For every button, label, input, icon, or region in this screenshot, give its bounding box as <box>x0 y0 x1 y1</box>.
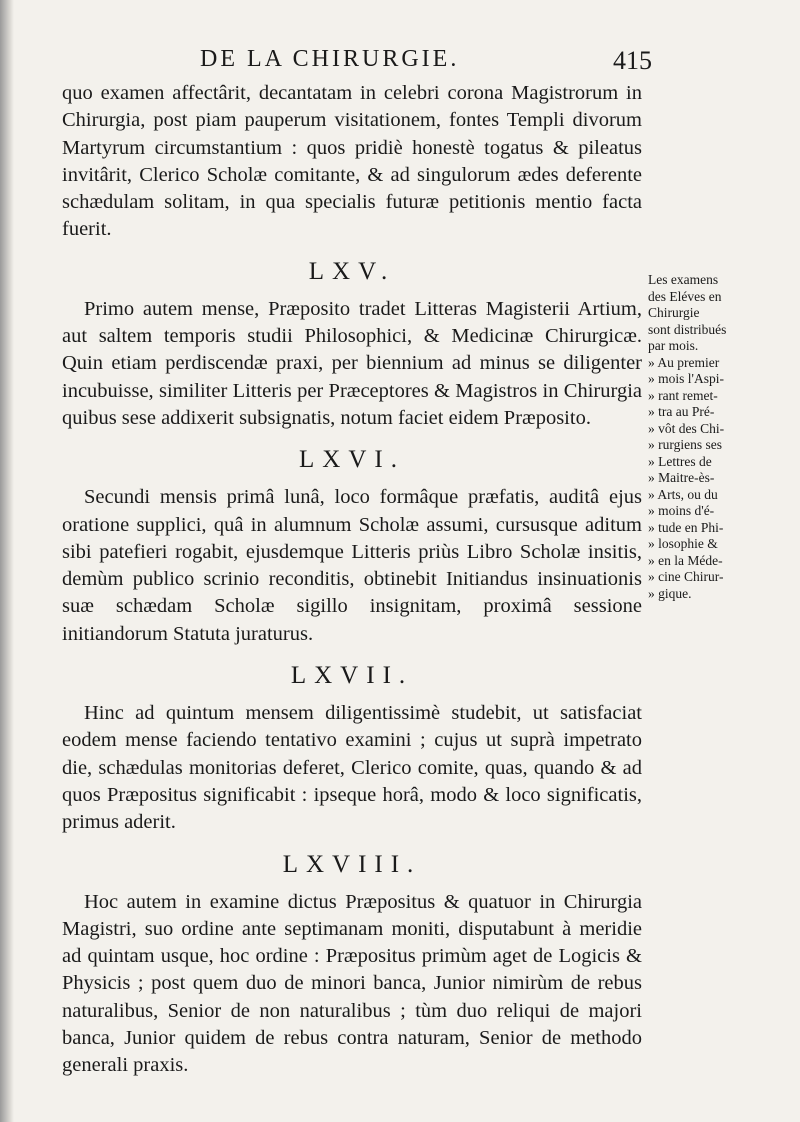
section-text-lxvii: Hinc ad quintum mensem diligentissimè studebit, ut satisfaciat eodem mense faciendo tentativo examini ; cujus ut suprà impetrato die, schædulas monitorias deferet, Clerico comite, quas, quando & ad quos Præpositus significabit : ipseque horâ, modo & loco significatis, primus aderit. <box>62 702 642 834</box>
margin-note-line: » Lettres de <box>648 453 712 469</box>
section-text-lxv: Primo autem mense, Præposito tradet Litteras Magisterii Artium, aut saltem temporis studii Philosophici, & Medicinæ Chirurgicæ. Quin etiam perdiscendæ praxi, per biennium ad minus se diligenter incubuisse, similiter Litteris per Præceptores & Magistros in Chirurgia quibus sese addixerit subsignatis, notum faciet eidem Præposito. <box>62 297 642 429</box>
margin-note-line: » rurgiens ses <box>648 437 722 452</box>
running-head: DE LA CHIRURGIE. <box>200 46 460 72</box>
section-heading-lxvi: LXVI. <box>299 446 405 474</box>
margin-note <box>648 272 766 602</box>
section-heading-lxv: LXV. <box>308 257 396 285</box>
page-header <box>60 46 660 80</box>
margin-note-line: Chirurgie <box>648 305 700 320</box>
main-text <box>62 80 642 1080</box>
margin-note-line: » tude en Phi- <box>648 519 724 535</box>
margin-note-line: » gique. <box>648 585 692 601</box>
section-text-lxvi: Secundi mensis primâ lunâ, loco formâque præfatis, auditâ ejus oratione supplici, quâ in alumnum Scholæ assumi, cursusque aditum sibi patefieri rogabit, ejusdemque Litteris priùs Libro Scholæ insitis, demùm publico scrinio reconditis, obtinebit Initiandus insinuationis suæ schædam Scholæ sigillo insignitam, proximâ sessione initiandorum Statuta juraturus. <box>62 486 642 645</box>
margin-note-line: » moins d'é- <box>648 503 715 518</box>
section-heading-lxvii: LXVII. <box>290 662 414 690</box>
margin-note-line: » Arts, ou du <box>648 486 718 502</box>
margin-note-line: » vôt des Chi- <box>648 420 725 436</box>
margin-note-line: par mois. <box>648 338 699 353</box>
margin-note-line: » en la Méde- <box>648 552 723 568</box>
margin-note-line: Les examens <box>648 272 719 287</box>
opening-paragraph: quo examen affectârit, decantatam in celebri corona Magistrorum in Chirurgia, post piam pauperum visitationem, fontes Templi divorum Martyrum circumstantium : quos pridiè honestè togatus & pileatus invitârit, Clerico Scholæ comitante, & ad singulorum ædes deferente schædulam solitam, in qua specialis futuræ petitionis mentio facta fuerit. <box>62 82 642 241</box>
margin-note-line: sont distribués <box>648 321 727 337</box>
page-number: 415 <box>613 46 652 75</box>
margin-note-line: » rant remet- <box>648 387 718 403</box>
margin-note-line: » tra au Pré- <box>648 404 715 419</box>
margin-note-line: » cine Chirur- <box>648 569 724 584</box>
margin-note-line: » losophie & <box>648 536 718 551</box>
margin-note-line: des Eléves en <box>648 288 722 304</box>
margin-note-line: » Au premier <box>648 354 720 370</box>
margin-note-line: » mois l'Aspi- <box>648 371 724 386</box>
section-heading-lxviii: LXVIII. <box>282 850 422 878</box>
page-gutter-shadow <box>0 0 14 1122</box>
section-text-lxviii: Hoc autem in examine dictus Præpositus & quatuor in Chirurgia Magistri, suo ordine ante septimanam moniti, disputabunt à meridie ad quintam usque, hoc ordine : Præpositus primùm aget de Logicis & Physicis ; post quem duo de minori banca, Junior nimirùm de rebus naturalibus, Senior de non naturalibus ; tùm duo reliqui de majori banca, Junior quidem de rebus contra naturam, Senior de methodo generali praxis. <box>62 890 642 1077</box>
margin-note-line: » Maitre-ès- <box>648 470 715 485</box>
